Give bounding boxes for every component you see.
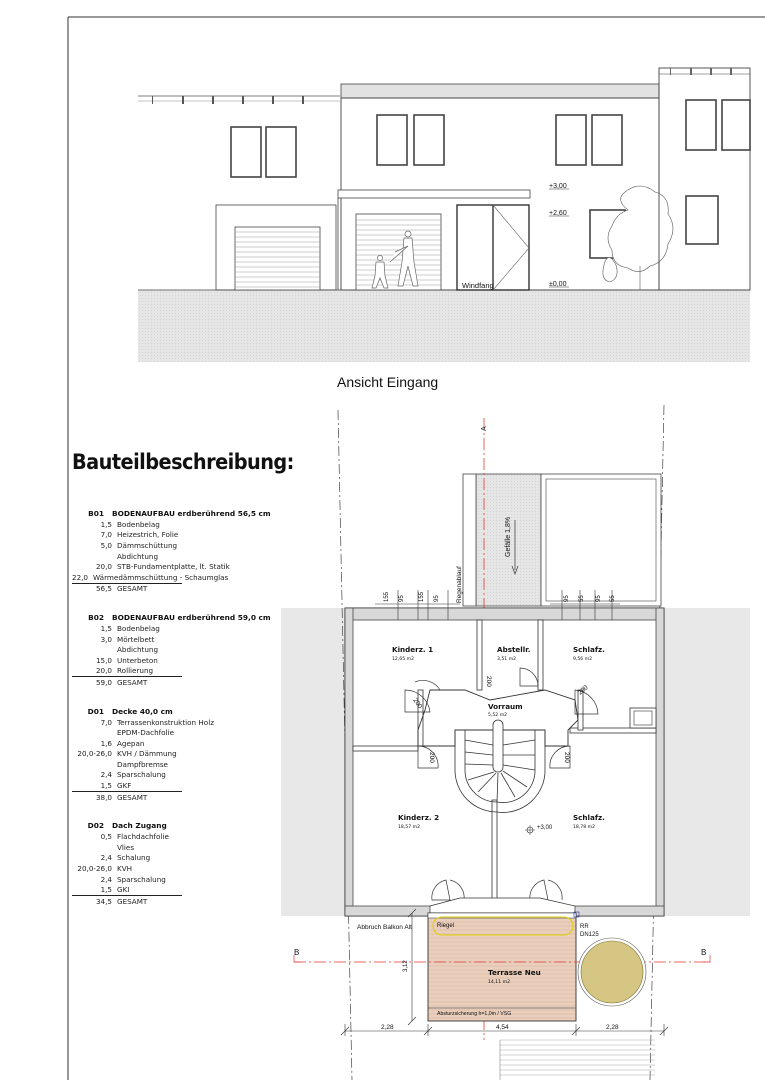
spec-row-label: GKF [117, 781, 132, 791]
spec-row-value: 1,5 [100, 519, 112, 529]
spec-row-value: 0,5 [100, 832, 112, 842]
spec-code: D02 [87, 821, 104, 831]
dim-mid: 4,54 [496, 1024, 509, 1031]
spec-row-value: 1,5 [100, 885, 112, 895]
spec-row [72, 572, 229, 584]
spec-group [72, 706, 272, 803]
spec-row-label: Wärmedämmschüttung - Schaumglas [93, 572, 229, 582]
level-mid: +2,60 [549, 210, 567, 217]
spec-row [72, 863, 272, 874]
door-label-2: 200 [485, 676, 492, 687]
spec-row [72, 530, 272, 541]
spec-total-row [72, 792, 182, 803]
dim-w155-a: 155 [384, 591, 390, 602]
door-label-5: 200 [563, 752, 570, 763]
spec-row-label: Mörtelbett [117, 634, 155, 644]
area-schlafz-2: 18,78 m2 [573, 825, 596, 830]
spec-row-value: 2,4 [100, 874, 112, 884]
area-kinderz-2: 18,57 m2 [398, 825, 421, 830]
windfang-label: Windfang [462, 281, 494, 290]
dim-w155-b: 155 [419, 591, 425, 602]
spec-total-label: GESAMT [117, 896, 148, 906]
spec-row-value: 20,0-26,0 [77, 864, 112, 874]
spec-row-label: Bodenbelag [117, 623, 160, 633]
spec-total-value: 56,5 [95, 584, 112, 594]
spec-row [72, 884, 182, 896]
riegel-label: Riegel [437, 923, 455, 929]
section-b-left: B [294, 948, 300, 957]
spec-row-label: EPDM-Dachfolie [117, 728, 174, 738]
spec-row-label: Sparschalung [117, 770, 166, 780]
spec-row-label: Abdichtung [117, 645, 159, 655]
dim-w95-c: 95 [564, 595, 570, 602]
dim-right: 2,28 [606, 1024, 619, 1031]
floor-plan [281, 405, 750, 1080]
plan-level: +3,00 [537, 825, 553, 831]
spec-row-label: Abdichtung [117, 551, 159, 561]
spec-row [72, 738, 272, 749]
spec-row [72, 551, 272, 562]
spec-row-label: Vlies [117, 842, 135, 852]
spec-row-value: 1,5 [100, 781, 112, 791]
spec-row [72, 644, 272, 655]
spec-row [72, 759, 272, 770]
gefaelle-label: Gefälle 1,8% [505, 516, 512, 557]
spec-total-value: 59,0 [95, 677, 112, 687]
spec-row-value: 20,0 [95, 562, 112, 572]
spec-row [72, 770, 272, 781]
regenablauf-label: Regenablauf [456, 566, 463, 603]
level-ground: ±0,00 [549, 281, 567, 288]
spec-code: B02 [88, 613, 104, 623]
spec-group [72, 508, 272, 594]
spec-row [72, 749, 272, 760]
spec-row-value: 7,0 [100, 530, 112, 540]
spec-total-row [72, 896, 182, 907]
spec-total-value: 34,5 [95, 896, 112, 906]
spec-row-label: Dämmschüttung [117, 540, 178, 550]
spec-heading: Bauteilbeschreibung: [72, 450, 294, 474]
spec-row-label: GKI [117, 885, 130, 895]
spec-total-label: GESAMT [117, 792, 148, 802]
elevation-drawing [138, 68, 750, 390]
area-vorraum: 5,52 m2 [488, 713, 508, 718]
spec-row [72, 655, 272, 666]
spec-row-value: 20,0-26,0 [77, 749, 112, 759]
spec-row-label: Schalung [117, 853, 151, 863]
spec-row-label: Heizestrich, Folie [117, 530, 179, 540]
spec-row [72, 519, 272, 530]
spec-total-label: GESAMT [117, 584, 148, 594]
spec-row-value: 22,0 [72, 572, 89, 582]
spec-row-label: Dampfbremse [117, 759, 168, 769]
spec-row [72, 842, 272, 853]
spec-row-label: Unterbeton [117, 655, 158, 665]
spec-row-label: KVH / Dämmung [117, 749, 177, 759]
spec-row-value: 20,0 [95, 666, 112, 676]
spec-title: Dach Zugang [112, 821, 167, 831]
dim-w55-b: 55 [610, 595, 616, 602]
spec-row [72, 540, 272, 551]
room-kinderz-1: Kinderz. 1 [392, 645, 434, 654]
door-label-1: 200 [411, 697, 424, 711]
spec-row-label: Terrassenkonstruktion Holz [117, 717, 214, 727]
spec-row-value: 1,5 [100, 623, 112, 633]
spec-group-header [72, 508, 272, 519]
dn-label: DN125 [580, 932, 599, 938]
spec-row [72, 561, 272, 572]
abbruch-label: Abbruch Balkon Alt [357, 924, 412, 931]
spec-total-row [72, 584, 182, 595]
spec-row-label: Sparschalung [117, 874, 166, 884]
spec-row [72, 780, 182, 792]
spec-row-label: Flachdachfolie [117, 832, 169, 842]
level-markers [549, 183, 569, 288]
spec-row-label: Bodenbelag [117, 519, 160, 529]
elevation-title: Ansicht Eingang [337, 374, 439, 390]
spec-total-label: GESAMT [117, 677, 148, 687]
room-schlafz-1: Schlafz. [573, 645, 605, 654]
spec-row-value: 7,0 [100, 717, 112, 727]
spec-row [72, 727, 272, 738]
room-kinderz-2: Kinderz. 2 [398, 813, 440, 822]
spec-row-label: Agepan [117, 738, 145, 748]
spec-row-value: 2,4 [100, 770, 112, 780]
spec-row [72, 623, 272, 634]
dim-height: 3,12 [403, 960, 409, 972]
level-top: +3,00 [549, 183, 567, 190]
spec-groups [72, 508, 272, 907]
spec-group [72, 820, 272, 906]
area-terrasse: 14,11 m2 [488, 980, 511, 985]
room-abstellr: Abstellr. [497, 645, 531, 654]
spec-group-header [72, 820, 272, 831]
spec-title: Decke 40,0 cm [112, 706, 173, 716]
spec-group [72, 612, 272, 688]
spec-row [72, 831, 272, 842]
area-abstellr: 3,51 m2 [497, 657, 517, 662]
door-label-4: 200 [428, 752, 435, 763]
spec-row [72, 666, 182, 678]
spec-row-value: 3,0 [100, 634, 112, 644]
door-label-3: 200 [576, 684, 590, 697]
spec-total-value: 38,0 [95, 792, 112, 802]
dim-w95-b: 95 [434, 595, 440, 602]
spec-group-header [72, 706, 272, 717]
spec-row-value: 15,0 [95, 655, 112, 665]
spec-row [72, 717, 272, 728]
dim-left: 2,28 [381, 1024, 394, 1031]
spec-row [72, 634, 272, 645]
spec-code: B01 [88, 509, 104, 518]
spec-row [72, 874, 272, 885]
component-description [72, 450, 294, 925]
room-schlafz-2: Schlafz. [573, 813, 605, 822]
room-terrasse: Terrasse Neu [488, 968, 541, 977]
tree-icon [603, 186, 673, 290]
spec-row-label: STB-Fundamentplatte, lt. Statik [117, 562, 230, 572]
dim-w95-a: 95 [399, 595, 405, 602]
spec-row-value: 2,4 [100, 853, 112, 863]
spec-row-label: KVH [117, 864, 133, 874]
spec-row-label: Rollierung [117, 666, 154, 676]
room-vorraum: Vorraum [488, 702, 523, 711]
section-b-right: B [701, 948, 707, 957]
spec-title: BODENAUFBAU erdberührend 59,0 cm [112, 613, 271, 623]
spec-total-row [72, 677, 182, 688]
area-schlafz-1: 9,56 m2 [573, 657, 593, 662]
spec-row-value: 1,6 [100, 738, 112, 748]
spec-code: D01 [87, 706, 104, 716]
spec-row [72, 853, 272, 864]
spec-row-value: 5,0 [100, 540, 112, 550]
section-a-label: A [481, 426, 488, 431]
rr-label: RR [580, 924, 589, 930]
dim-w55-a: 55 [579, 595, 585, 602]
absturz-label: Absturzsicherung h=1,0m / VSG [437, 1011, 512, 1017]
spec-title: BODENAUFBAU erdberührend 56,5 cm [112, 509, 271, 518]
area-kinderz-1: 12,65 m2 [392, 657, 415, 662]
spec-group-header [72, 612, 272, 623]
dim-w95-d: 95 [596, 595, 602, 602]
